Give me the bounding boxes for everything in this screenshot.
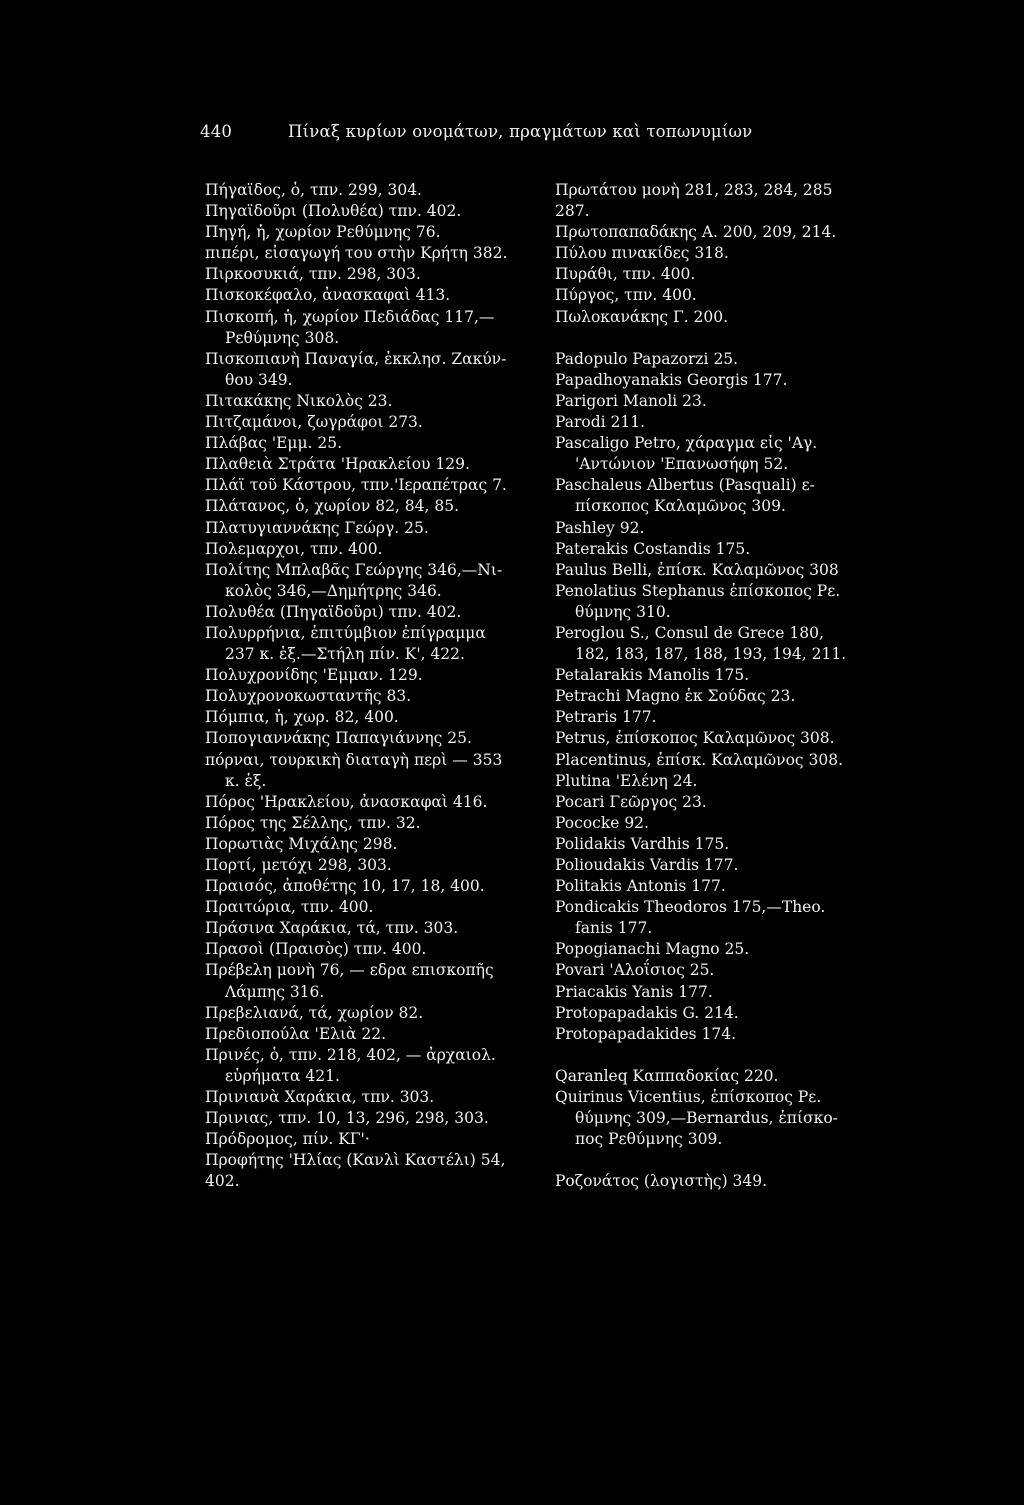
index-entry: Πρόδρομος, πίν. ΚΓ'·: [205, 1130, 370, 1149]
index-entry: Polioudakis Vardis 177.: [555, 856, 739, 874]
index-entry: Ροζονάτος (λογιστὴς) 349.: [555, 1172, 768, 1191]
index-entry: Papadhoyanakis Georgis 177.: [555, 370, 788, 389]
section-gap: [555, 328, 935, 349]
index-entry: Πιτακάκης Νικολὸς 23.: [205, 391, 393, 410]
index-entry: Petalarakis Manolis 175.: [555, 666, 750, 685]
index-entry: 'Αντώνιον 'Επανωσήφη 52.: [575, 455, 789, 474]
index-entry: Ρεθύμνης 308.: [225, 328, 340, 347]
index-entry: Πήγαϊδος, ὁ, τπν. 299, 304.: [205, 181, 422, 199]
index-entry: Πηγή, ἡ, χωρίον Ρεθύμνης 76.: [205, 223, 441, 242]
index-entry: Padopulo Papazorzi 25.: [555, 349, 739, 368]
page-title: Πίναξ κυρίων ονομάτων, πραγμάτων καὶ τοπωνυμίων: [288, 122, 753, 141]
index-entry: 237 κ. ἑξ.—Στήλη πίν. Κ', 422.: [225, 645, 465, 664]
index-entry: Πυράθι, τπν. 400.: [555, 265, 696, 284]
index-entry: Πράσινα Χαράκια, τά, τπν. 303.: [205, 919, 459, 938]
index-entry: πιπέρι, εἰσαγωγή του στὴν Κρήτη 382.: [205, 244, 508, 263]
index-entry: Λάμπης 316.: [225, 982, 325, 1001]
index-entry: Πλαθειὰ Στράτα 'Ηρακλείου 129.: [205, 455, 470, 474]
index-entry: 287.: [555, 202, 590, 221]
index-entry: Peroglou S., Consul de Grece 180,: [555, 623, 824, 642]
index-entry: Πόρος 'Ηρακλείου, ἀνασκαφαὶ 416.: [205, 792, 488, 811]
index-entry: Paulus Belli, ἐπίσκ. Καλαμῶνος 308: [555, 560, 839, 579]
index-entry: Pascaligo Petro, χάραγμα εἰς 'Αγ.: [555, 434, 818, 453]
index-entry: πίσκοπος Καλαμῶνος 309.: [575, 497, 786, 516]
index-entry: πος Ρεθύμνης 309.: [575, 1130, 723, 1149]
index-entry: Πλατυγιαννάκης Γεώργ. 25.: [205, 518, 429, 537]
index-entry: Πιτζαμάνοι, ζωγράφοι 273.: [205, 413, 423, 432]
index-entry: 182, 183, 187, 188, 193, 194, 211.: [575, 645, 847, 664]
index-entry: Petraris 177.: [555, 708, 657, 727]
index-entry: Πολεμαρχοι, τπν. 400.: [205, 539, 383, 558]
index-entry: θου 349.: [225, 370, 293, 389]
index-entry: Quirinus Vicentius, ἐπίσκοπος Ρε.: [555, 1088, 822, 1107]
index-entry: Πρέβελη μονὴ 76, — εδρα επισκοπῆς: [205, 961, 494, 980]
index-entry: Πρινιανὰ Χαράκια, τπν. 303.: [205, 1088, 435, 1107]
index-entry: Πωλοκανάκης Γ. 200.: [555, 307, 729, 326]
index-entry: Πλάτανος, ὁ, χωρίον 82, 84, 85.: [205, 497, 460, 516]
index-entry: Πύλου πινακίδες 318.: [555, 244, 729, 263]
index-entry: Πολυχρονοκωσταντῆς 83.: [205, 687, 412, 706]
index-entry: Πρινιας, τπν. 10, 13, 296, 298, 303.: [205, 1109, 489, 1128]
index-entry: Pococke 92.: [555, 813, 649, 832]
index-entry: Protopapadakides 174.: [555, 1024, 737, 1043]
page-header: [200, 122, 840, 141]
index-entry: Πρεδιοπούλα 'Ελιὰ 22.: [205, 1024, 387, 1043]
index-entry: Placentinus, ἐπίσκ. Καλαμῶνος 308.: [555, 750, 844, 769]
index-entry: Πισκοκέφαλο, ἀνασκαφαὶ 413.: [205, 286, 451, 305]
index-entry: Pondicakis Theodoros 175,—Theo.: [555, 898, 826, 917]
index-entry: Προφήτης 'Ηλίας (Κανλὶ Καστέλι) 54,: [205, 1151, 506, 1170]
index-entry: Ποπογιαννάκης Παπαγιάννης 25.: [205, 729, 472, 748]
index-column-right: [555, 180, 935, 1193]
index-entry: Plutina 'Ελένη 24.: [555, 771, 698, 790]
index-entry: Πραιτώρια, τπν. 400.: [205, 898, 374, 917]
index-entry: Πολίτης Μπλαβᾶς Γεώργης 346,—Νι-: [205, 560, 503, 579]
index-entry: κολὸς 346,—Δημήτρης 346.: [225, 581, 442, 600]
index-entry: θύμνης 309,—Bernardus, ἐπίσκο-: [575, 1109, 838, 1128]
index-entry: Πηγαϊδοῦρι (Πολυθέα) τπν. 402.: [205, 202, 462, 221]
index-column-left: [205, 180, 545, 1193]
index-entry: Πρωτοπαπαδάκης Α. 200, 209, 214.: [555, 223, 837, 242]
index-entry: Paterakis Costandis 175.: [555, 539, 751, 558]
index-entry: Qaranleq Καππαδοκίας 220.: [555, 1066, 779, 1085]
index-entry: Pocari Γεῶργος 23.: [555, 792, 707, 811]
index-entry: 402.: [205, 1172, 240, 1191]
index-entry: Priacakis Yanis 177.: [555, 982, 713, 1001]
index-entry: Parigori Manoli 23.: [555, 391, 707, 410]
section-gap: [555, 1150, 935, 1171]
index-entry: Πόρος της Σέλλης, τπν. 32.: [205, 813, 421, 832]
index-entry: πόρναι, τουρκικὴ διαταγὴ περὶ — 353: [205, 750, 503, 769]
index-entry: Πορωτιὰς Μιχάλης 298.: [205, 834, 398, 853]
index-entry: Povari 'Αλοΐσιος 25.: [555, 961, 715, 980]
index-entry: fanis 177.: [575, 919, 653, 938]
index-entry: Parodi 211.: [555, 413, 646, 432]
index-entry: Πορτί, μετόχι 298, 303.: [205, 856, 392, 874]
index-entry: Πρεβελιανά, τά, χωρίον 82.: [205, 1003, 424, 1022]
index-entry: Πρασοὶ (Πραισὸς) τπν. 400.: [205, 940, 427, 959]
index-entry: Πολυχρονίδης 'Εμμαν. 129.: [205, 666, 423, 685]
index-entry: Πισκοπιανὴ Παναγία, ἐκκλησ. Ζακύν-: [205, 349, 507, 368]
index-entry: Popogianachi Magno 25.: [555, 940, 750, 959]
index-entry: εὑρήματα 421.: [225, 1066, 340, 1085]
index-entry: Πόμπια, ἡ, χωρ. 82, 400.: [205, 708, 399, 727]
index-entry: Πιρκοσυκιά, τπν. 298, 303.: [205, 265, 421, 284]
index-entry: Pashley 92.: [555, 518, 645, 537]
index-entry: Petrachi Magno ἐκ Σούδας 23.: [555, 687, 796, 706]
index-entry: Petrus, ἐπίσκοπος Καλαμῶνος 308.: [555, 729, 835, 748]
index-entry: θύμνης 310.: [575, 602, 671, 621]
index-entry: Πλάβας 'Εμμ. 25.: [205, 434, 343, 453]
index-entry: κ. ἑξ.: [225, 771, 267, 790]
index-entry: Πρινές, ὁ, τπν. 218, 402, — ἀρχαιολ.: [205, 1045, 496, 1064]
index-entry: Πρωτάτου μονὴ 281, 283, 284, 285: [555, 181, 833, 199]
page-number: 440: [200, 122, 233, 141]
index-entry: Paschaleus Albertus (Pasquali) ε-: [555, 476, 815, 495]
index-entry: Πολυρρήνια, ἐπιτύμβιον ἐπίγραμμα: [205, 623, 486, 642]
section-gap: [555, 1045, 935, 1066]
index-entry: Πισκοπή, ἡ, χωρίον Πεδιάδας 117,—: [205, 307, 495, 326]
index-entry: Politakis Antonis 177.: [555, 877, 726, 896]
index-entry: Polidakis Vardhis 175.: [555, 834, 730, 853]
index-entry: Πολυθέα (Πηγαϊδοῦρι) τπν. 402.: [205, 602, 462, 621]
index-entry: Πύργος, τπν. 400.: [555, 286, 697, 305]
index-entry: Πραισός, ἀποθέτης 10, 17, 18, 400.: [205, 877, 485, 896]
index-entry: Protopapadakis G. 214.: [555, 1003, 739, 1022]
index-entry: Πλάϊ τοῦ Κάστρου, τπν.'Ιεραπέτρας 7.: [205, 476, 507, 495]
index-entry: Penolatius Stephanus ἐπίσκοπος Ρε.: [555, 581, 841, 600]
